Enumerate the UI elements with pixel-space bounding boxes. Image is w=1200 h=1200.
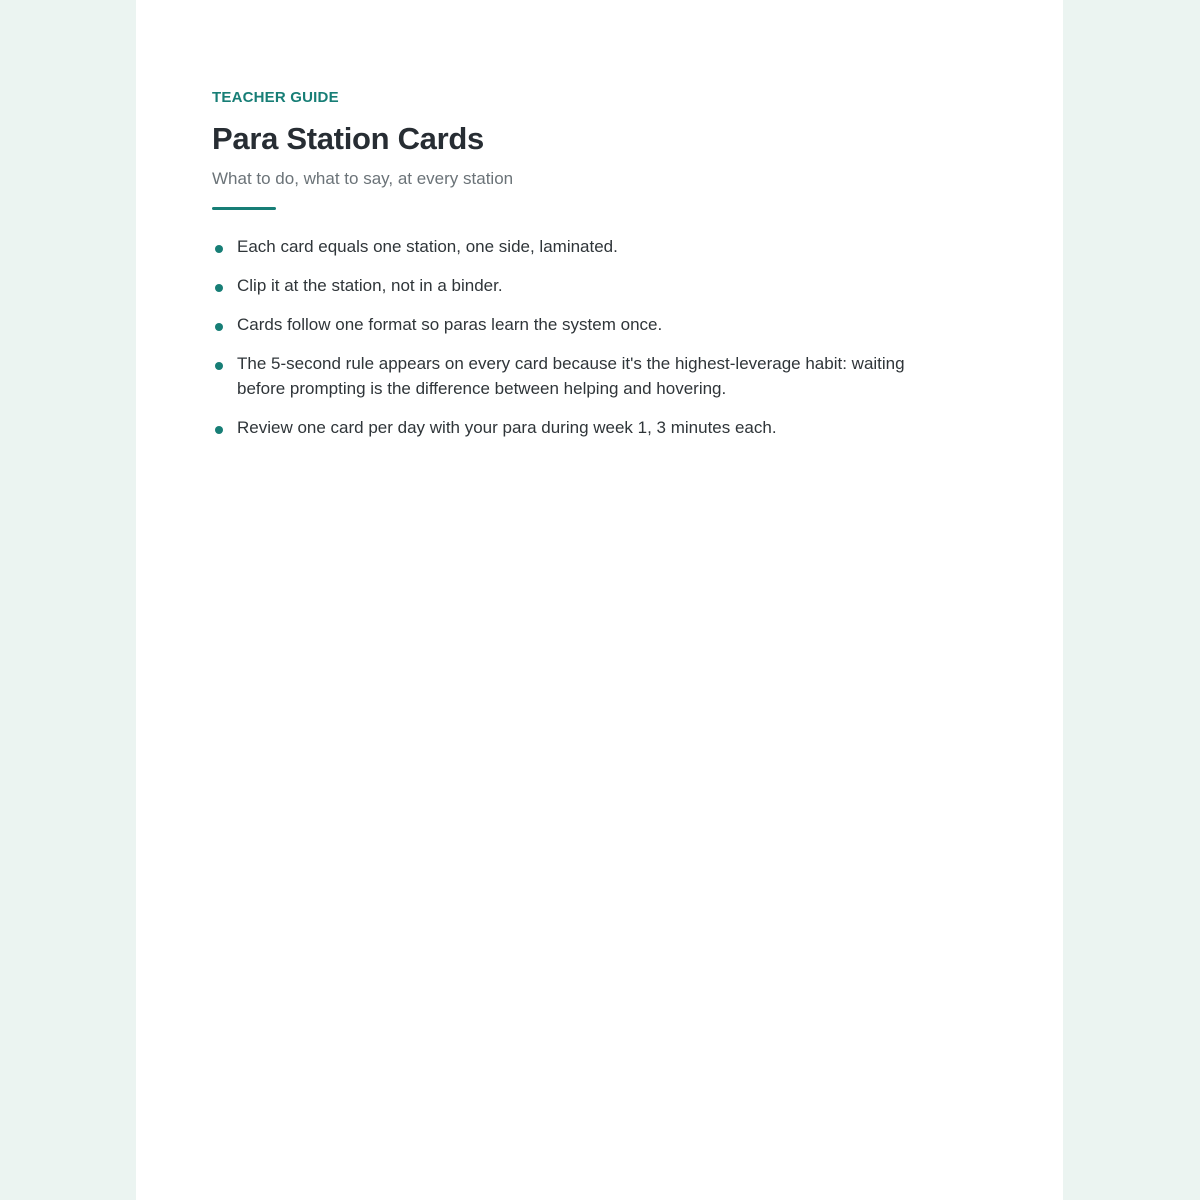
page-title: Para Station Cards bbox=[212, 121, 484, 156]
bullet-dot-icon bbox=[215, 323, 223, 331]
bullet-dot-icon bbox=[215, 362, 223, 370]
guide-content bbox=[212, 88, 952, 454]
bullet-text: The 5-second rule appears on every card because it's the highest-leverage habit: waiting before prompting is the difference between helping and hovering. bbox=[237, 354, 905, 398]
bullet-dot-icon bbox=[215, 245, 223, 253]
bullet-dot-icon bbox=[215, 426, 223, 434]
page-subtitle: What to do, what to say, at every station bbox=[212, 169, 514, 188]
bullet-text: Each card equals one station, one side, laminated. bbox=[237, 237, 618, 256]
bullet-item bbox=[212, 273, 952, 298]
document-page bbox=[136, 0, 1063, 1200]
bullet-item bbox=[212, 312, 952, 337]
title-divider bbox=[212, 207, 276, 210]
eyebrow-label: TEACHER GUIDE bbox=[212, 89, 339, 106]
bullet-dot-icon bbox=[215, 284, 223, 292]
bullet-text: Clip it at the station, not in a binder. bbox=[237, 276, 503, 295]
bullet-item bbox=[212, 234, 952, 259]
bullet-item bbox=[212, 415, 952, 440]
bullet-text: Review one card per day with your para during week 1, 3 minutes each. bbox=[237, 418, 777, 437]
bullet-item bbox=[212, 351, 952, 401]
bullet-list bbox=[212, 234, 952, 440]
bullet-text: Cards follow one format so paras learn the system once. bbox=[237, 315, 663, 334]
